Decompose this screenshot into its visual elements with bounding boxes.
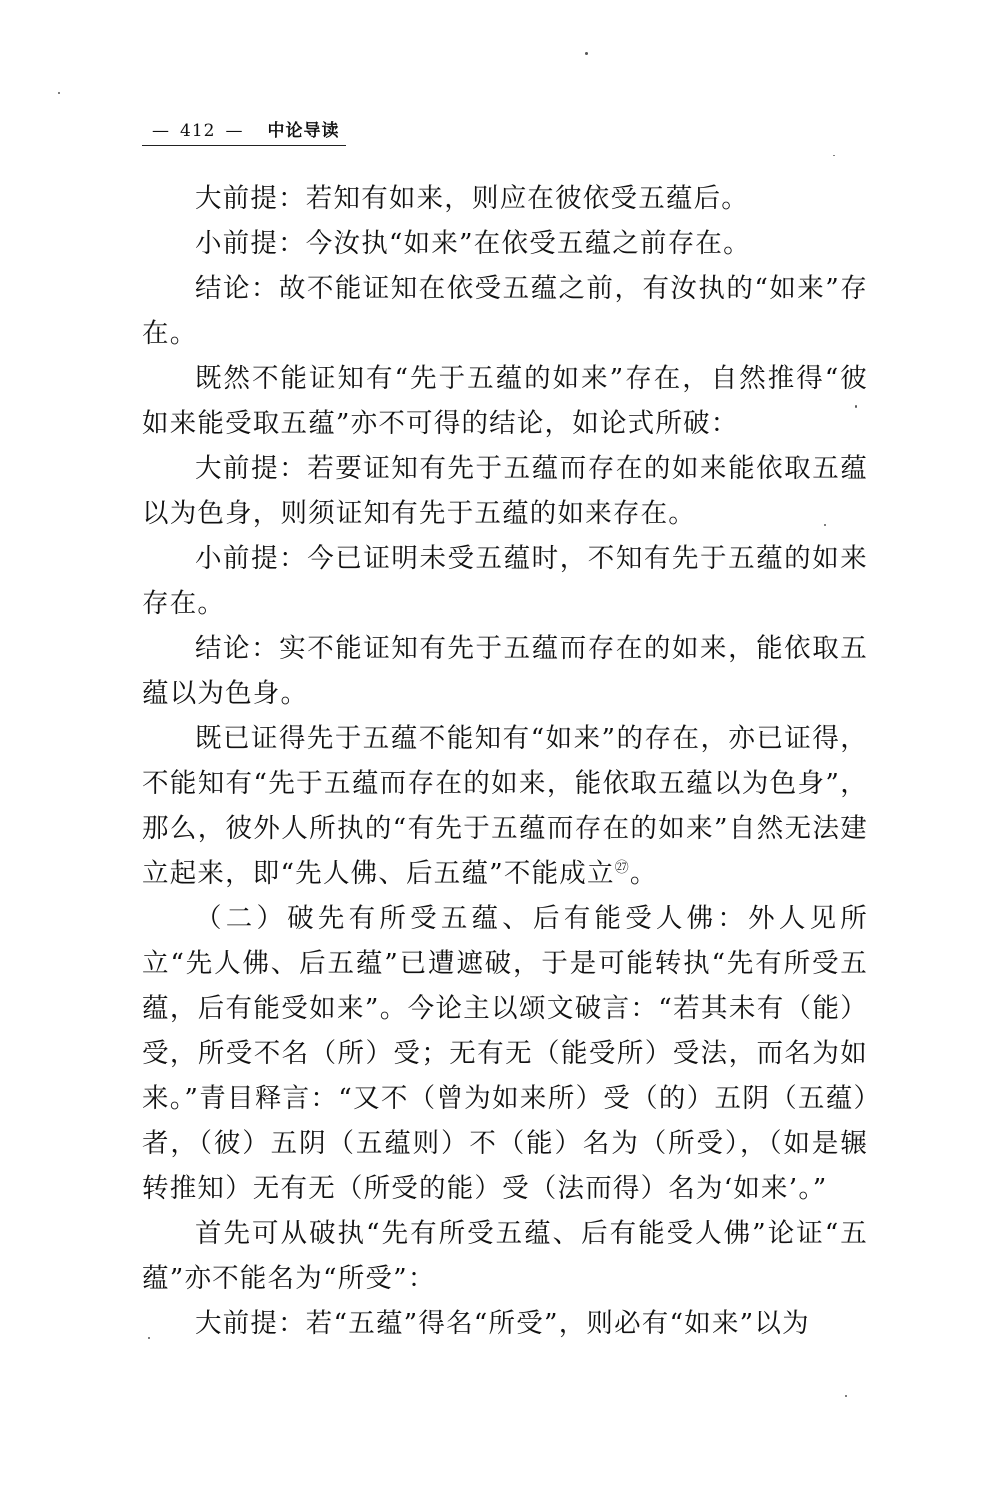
page-body [142,176,868,1346]
scan-speck [824,524,826,526]
paragraph-tail: 。 [629,858,658,889]
paragraph: 大前提：若知有如来，则应在彼依受五蕴后。 [195,183,749,214]
scan-speck [855,405,857,408]
scan-speck [58,92,60,94]
paragraph: 首先可从破执“先有所受五蕴、后有能受人佛”论证“五蕴”亦不能名为“所受”： [142,1218,868,1294]
running-header [142,116,346,146]
scan-speck [148,1337,150,1339]
paragraph: 小前提：今已证明未受五蕴时，不知有先于五蕴的如来存在。 [142,543,868,619]
scan-speck [845,1395,847,1397]
paragraph: 结论：实不能证知有先于五蕴而存在的如来，能依取五蕴以为色身。 [142,633,868,709]
header-dash-right: — [225,121,244,141]
paragraph: 大前提：若要证知有先于五蕴而存在的如来能依取五蕴以为色身，则须证知有先于五蕴的如来存在。 [142,453,868,529]
paragraph: 大前提：若“五蕴”得名“所受”，则必有“如来”以为 [195,1308,810,1339]
paragraph-with-footnote [142,716,868,896]
paragraph: 小前提：今汝执“如来”在依受五蕴之前存在。 [195,228,751,259]
paragraph: 既然不能证知有“先于五蕴的如来”存在，自然推得“彼如来能受取五蕴”亦不可得的结论，如论式所破： [142,363,868,439]
paragraph: 结论：故不能证知在依受五蕴之前，有汝执的“如来”存在。 [142,273,868,349]
paragraph: （二）破先有所受五蕴、后有能受人佛：外人见所立“先人佛、后五蕴”已遭遮破，于是可能转执“先有所受五蕴，后有能受如来”。今论主以颂文破言：“若其未有（能）受，所受不名（所）受；无有无（能受所）受法，而名为如来。”青目释言：“又不（曾为如来所）受（的）五阴（五蕴）者，（彼）五阴（五蕴则）不（能）名为（所受），（如是辗转推知）无有无（所受的能）受（法而得）名为‘如来’。” [142,903,868,1204]
scan-speck [585,52,588,55]
footnote-marker: ㉗ [614,860,630,877]
page-number: 412 [180,121,216,141]
paragraph-text: 既已证得先于五蕴不能知有“如来”的存在，亦已证得，不能知有“先于五蕴而存在的如来，能依取五蕴以为色身”，那么，彼外人所执的“有先于五蕴而存在的如来”自然无法建立起来，即“先人佛、后五蕴”不能成立 [142,723,868,889]
scan-speck [833,155,835,156]
header-dash-left: — [152,121,170,141]
book-title: 中论导读 [267,121,340,141]
